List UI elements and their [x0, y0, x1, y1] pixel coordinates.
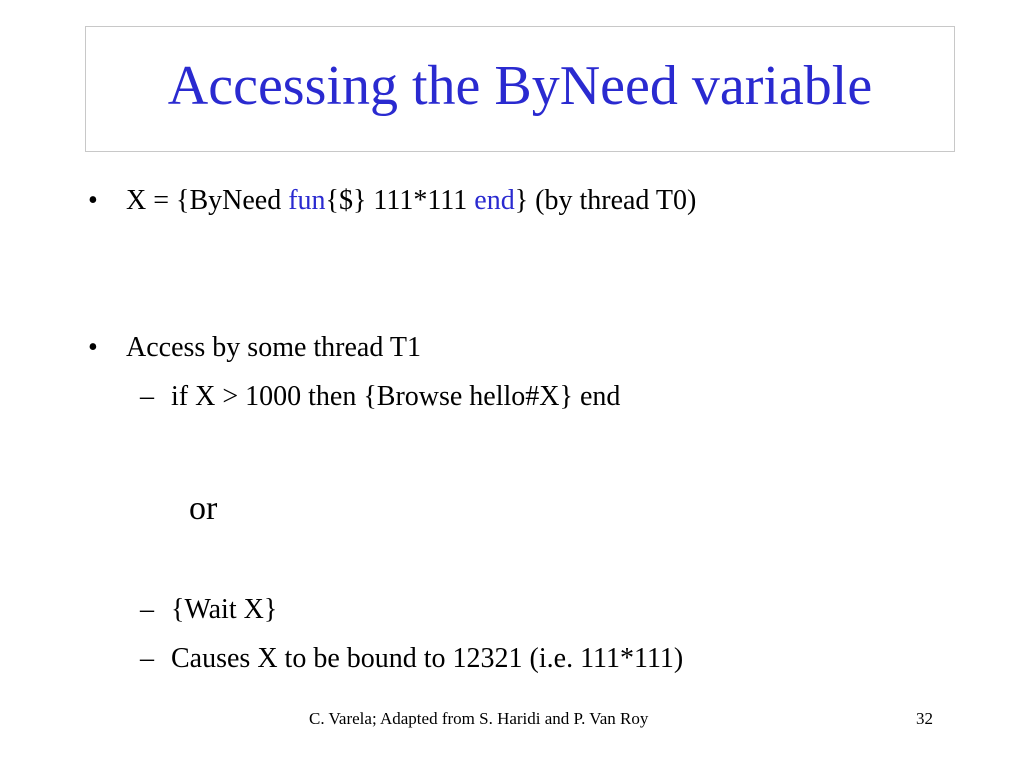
sub-bullet-if-browse: if X > 1000 then {Browse hello#X} end [171, 381, 621, 412]
footer-credit: C. Varela; Adapted from S. Haridi and P. Van Roy [309, 709, 649, 728]
bullet-byneed-definition [126, 187, 696, 215]
slide-title: Accessing the ByNeed variable [167, 55, 873, 117]
byneed-text-b: {$} 111*111 [325, 185, 475, 216]
page-number: 32 [916, 709, 933, 728]
or-separator: or [189, 490, 218, 527]
byneed-text-c: } (by thread T0) [514, 185, 697, 216]
bullet-marker: • [88, 332, 98, 363]
sub-bullet-marker: – [140, 594, 154, 625]
sub-bullet-causes-binding: Causes X to be bound to 12321 (i.e. 111*111) [171, 643, 684, 674]
keyword-fun: fun [288, 185, 326, 216]
sub-bullet-wait: {Wait X} [171, 594, 278, 625]
byneed-text-a: X = {ByNeed [126, 185, 289, 216]
keyword-end: end [474, 185, 515, 216]
bullet-access-thread: Access by some thread T1 [126, 332, 421, 363]
sub-bullet-marker: – [140, 643, 154, 674]
bullet-marker: • [88, 185, 98, 216]
title-box [85, 26, 955, 152]
sub-bullet-marker: – [140, 381, 154, 412]
